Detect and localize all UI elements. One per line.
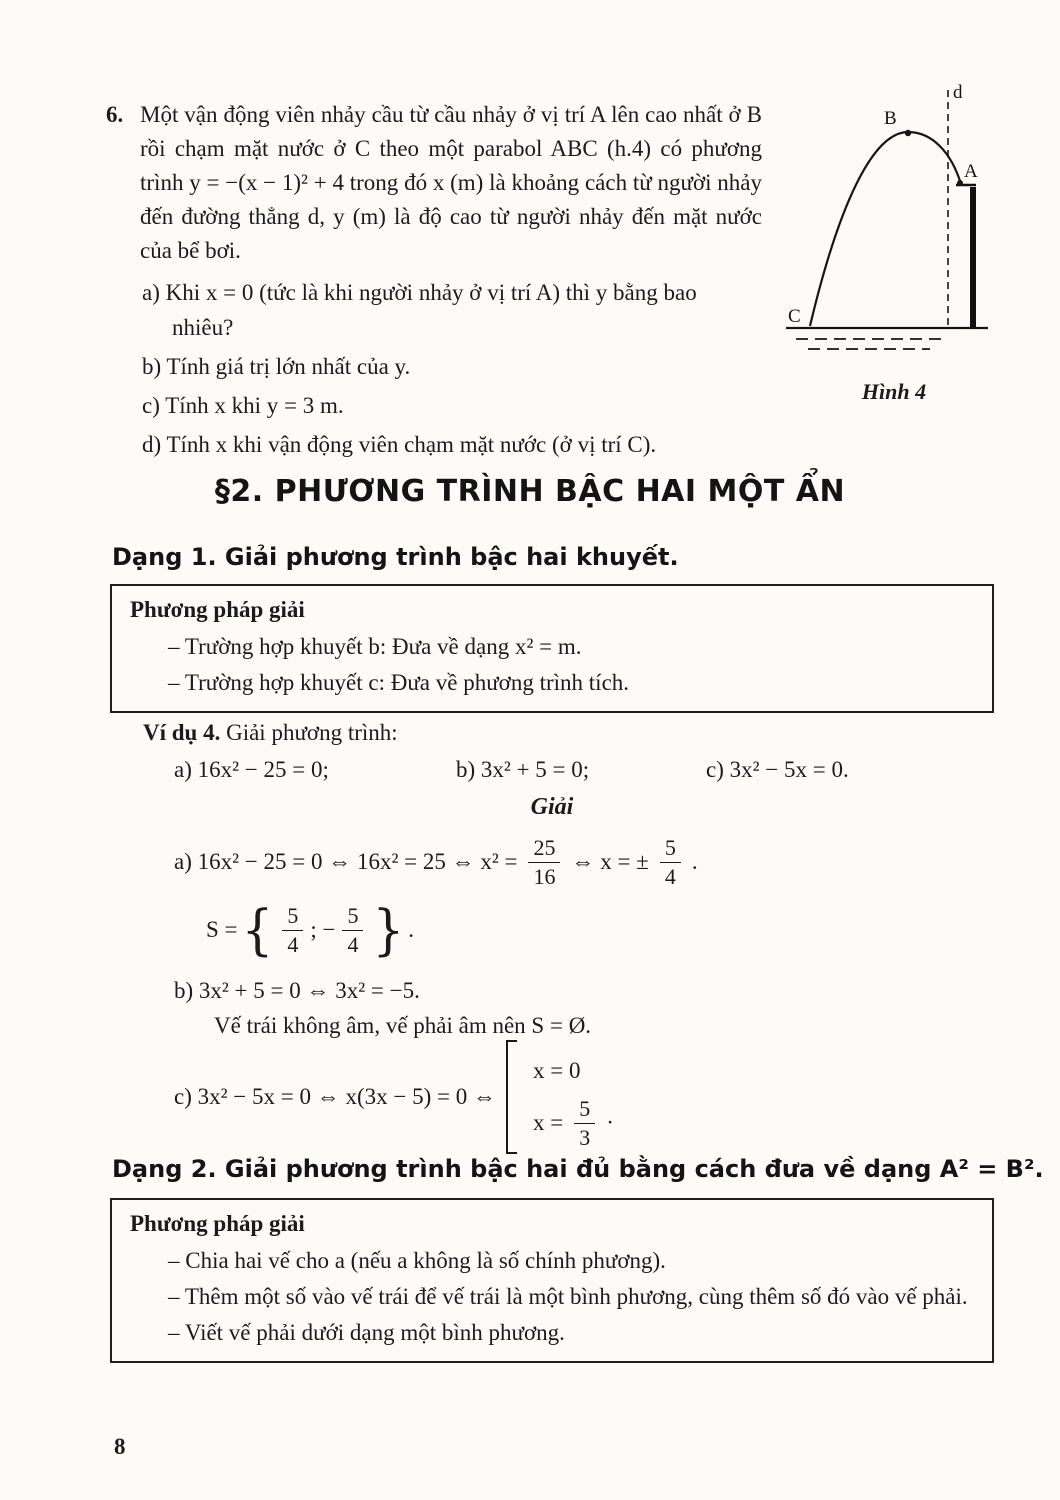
method-item: – Viết vế phải dưới dạng một bình phương. bbox=[168, 1320, 565, 1345]
solution-set-pre: S = bbox=[206, 917, 238, 942]
problem-6 bbox=[106, 98, 806, 466]
case-1-text: x = 0 bbox=[532, 1058, 581, 1083]
diving-parabola-diagram bbox=[780, 80, 1008, 372]
label-C: C bbox=[788, 306, 801, 327]
method-box-1 bbox=[110, 584, 994, 713]
example-4-equations bbox=[174, 757, 994, 783]
problem-6-part-c: c) Tính x khi y = 3 m. bbox=[142, 393, 344, 418]
example-4-label: Ví dụ 4. bbox=[143, 720, 221, 745]
fraction-denominator: 16 bbox=[533, 863, 556, 889]
label-d: d bbox=[953, 82, 963, 103]
example-4-text: Giải phương trình: bbox=[220, 720, 398, 745]
method-box-2 bbox=[110, 1198, 994, 1363]
fraction-denominator: 4 bbox=[347, 931, 359, 957]
section-2-title: §2. PHƯƠNG TRÌNH BẬC HAI MỘT ẨN bbox=[214, 474, 846, 509]
dang-2-heading: Dạng 2. Giải phương trình bậc hai đủ bằng cách đưa về dạng A² = B². bbox=[112, 1155, 1044, 1183]
figure-caption: Hình 4 bbox=[861, 379, 927, 404]
method-box-2-title: Phương pháp giải bbox=[130, 1211, 305, 1236]
method-item: – Trường hợp khuyết c: Đưa về phương trình tích. bbox=[168, 670, 630, 695]
fraction-5-4 bbox=[660, 835, 681, 889]
fraction-denominator: 4 bbox=[664, 863, 676, 889]
fraction-numerator: 25 bbox=[528, 835, 560, 862]
problem-6-part-d: d) Tính x khi vận động viên chạm mặt nước (ở vị trí C). bbox=[142, 432, 657, 457]
problem-6-parts bbox=[142, 275, 762, 462]
fraction-numerator: 5 bbox=[282, 903, 303, 930]
problem-6-part-a: a) Khi x = 0 (tức là khi người nhảy ở vị trí A) thì y bằng bao nhiêu? bbox=[142, 280, 697, 340]
cases-bracket bbox=[506, 1040, 517, 1154]
fraction-numerator: 5 bbox=[574, 1096, 595, 1123]
equation-b: b) 3x² + 5 = 0; bbox=[456, 757, 590, 782]
method-box-1-title: Phương pháp giải bbox=[130, 597, 305, 622]
equation-a: a) 16x² − 25 = 0; bbox=[174, 757, 329, 782]
solution-set-end: . bbox=[408, 917, 415, 942]
problem-6-text: Một vận động viên nhảy cầu từ cầu nhảy ở vị trí A lên cao nhất ở B rồi chạm mặt nước ở C theo một parabol ABC (h.4) có phương trình y = −(x − 1)² + 4 trong đó x (m) là khoảng cách từ người nhảy đến đường thẳng d, y (m) là độ cao từ người nhảy đến mặt nước của bể bơi. bbox=[140, 102, 762, 263]
parabola-curve bbox=[810, 132, 961, 326]
problem-6-part-b: b) Tính giá trị lớn nhất của y. bbox=[142, 354, 411, 379]
close-brace: } bbox=[372, 898, 405, 962]
method-item: – Trường hợp khuyết b: Đưa về dạng x² = m. bbox=[168, 634, 582, 659]
problem-6-intro bbox=[106, 98, 762, 268]
solution-a-end: . bbox=[691, 849, 698, 874]
fraction-denominator: 3 bbox=[579, 1124, 591, 1150]
page-number: 8 bbox=[114, 1434, 126, 1459]
solution-b-line-1: b) 3x² + 5 = 0 ⇔ 3x² = −5. bbox=[174, 978, 420, 1003]
method-item: – Thêm một số vào vế trái để vế trái là một bình phương, cùng thêm số đó vào vế phải. bbox=[168, 1284, 968, 1309]
point-B bbox=[905, 130, 911, 136]
fraction-numerator: 5 bbox=[660, 835, 681, 862]
method-box-1-items bbox=[168, 629, 968, 701]
point-A bbox=[957, 180, 963, 186]
case-2-text: x = bbox=[532, 1110, 564, 1135]
dang-1-heading: Dạng 1. Giải phương trình bậc hai khuyết. bbox=[112, 543, 679, 571]
cases-column bbox=[517, 1045, 614, 1149]
label-A: A bbox=[964, 161, 978, 182]
solution-c-line bbox=[174, 1040, 614, 1154]
case-2 bbox=[533, 1097, 614, 1149]
method-item: – Chia hai vế cho a (nếu a không là số chính phương). bbox=[168, 1248, 666, 1273]
solution-c-pre: c) 3x² − 5x = 0 ⇔ x(3x − 5) = 0 ⇔ bbox=[174, 1084, 496, 1109]
solution-set-line bbox=[206, 897, 414, 963]
figure-4 bbox=[778, 80, 1010, 405]
case-1 bbox=[533, 1045, 614, 1097]
open-brace: { bbox=[241, 898, 274, 962]
fraction-25-16 bbox=[528, 835, 560, 889]
solution-b-line-2: Vế trái không âm, vế phải âm nên S = Ø. bbox=[214, 1013, 592, 1038]
solution-heading: Giải bbox=[530, 794, 574, 820]
equation-c: c) 3x² − 5x = 0. bbox=[706, 757, 849, 782]
solution-set-separator: ; − bbox=[310, 917, 336, 942]
fraction-numerator: 5 bbox=[342, 903, 363, 930]
case-2-dot: · bbox=[606, 1110, 614, 1135]
problem-6-number: 6. bbox=[106, 102, 124, 127]
label-B: B bbox=[884, 108, 897, 129]
method-box-2-items bbox=[168, 1243, 968, 1351]
fraction-neg-5-4 bbox=[342, 903, 363, 957]
example-4 bbox=[143, 720, 398, 746]
fraction-denominator: 4 bbox=[287, 931, 299, 957]
fraction-5-4 bbox=[282, 903, 303, 957]
fraction-5-3 bbox=[574, 1096, 595, 1150]
solution-a-mid: ⇔ x = ± bbox=[571, 849, 649, 874]
solution-a-pre: a) 16x² − 25 = 0 ⇔ 16x² = 25 ⇔ x² = bbox=[174, 849, 518, 874]
solution-a-line bbox=[174, 830, 698, 894]
